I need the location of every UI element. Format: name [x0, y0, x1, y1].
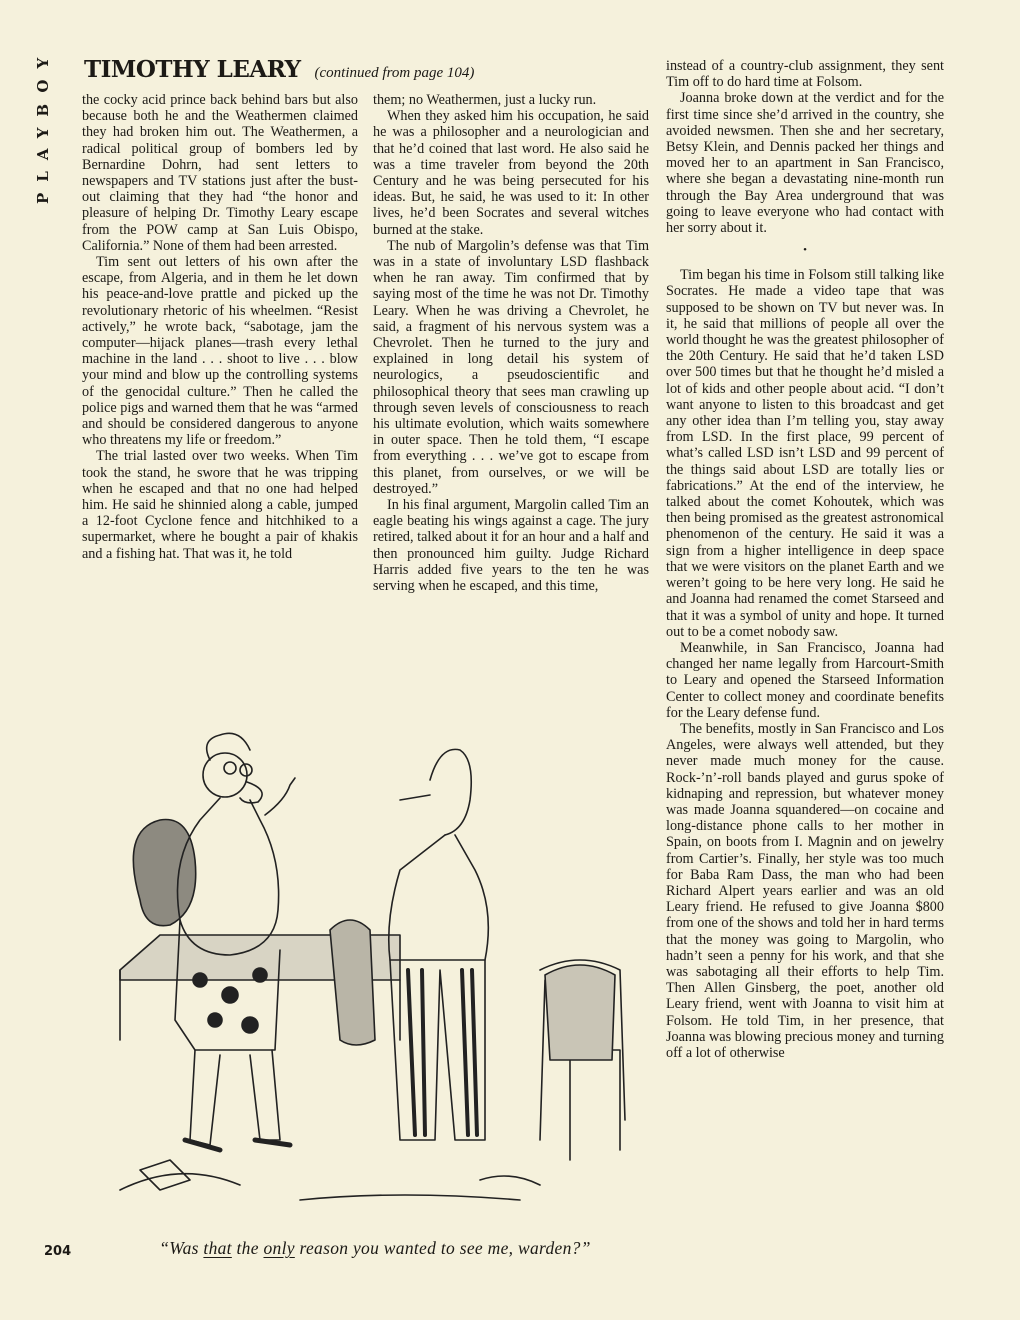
- right-inmate-figure: [389, 749, 489, 1140]
- section-break: •: [803, 244, 807, 257]
- paragraph: Meanwhile, in San Francisco, Joanna had changed her name legally from Harcourt-Smith to Leary and opened the Starseed Information Center to collect money and coordinate benefits for the Leary defense fund.: [666, 639, 944, 721]
- cartoon-caption: [90, 1238, 660, 1259]
- magazine-name: PLAYBOY: [34, 46, 52, 204]
- cartoon-illustration: [100, 720, 650, 1230]
- paragraph: The trial lasted over two weeks. When Tim took the stand, he swore that he was tripping when he escaped and that no one had helped him. He said he shinnied along a cable, jumped a 12-foot Cyclone fence and hitchhiked to a supermarket, where he bought a pair of khakis and a fishing hat. That was it, he told: [82, 448, 358, 562]
- paragraph: them; no Weathermen, just a lucky run.: [373, 92, 597, 108]
- paragraph: In his final argument, Margolin called Tim an eagle beating his wings against a cage. The jury retired, talked about it for an hour and a half and then pronounced him guilty. Judge Richard Harris added five years to the ten he was serving when he escaped, and this time,: [373, 497, 649, 595]
- paragraph: Tim began his time in Folsom still talking like Socrates. He made a video tape that was supposed to be shown on TV but never was. In it, he said that millions of people all over the world thought he was the greatest philosopher of the 20th Century. He said that he’d taken LSD over 500 times but that he thought he’d misled a lot of kids and other people about acid. “I don’t want anyone to listen to this broadcast and get any other idea than I’m telling you, stay away from LSD. In the first place, 99 percent of what’s called LSD isn’t LSD and 99 percent of the things said about LSD are totally lies or fabrications.” At the end of the interview, he talked about the comet Kohoutek, which was then being promised as the greatest astronomical phenomenon of the century. He said it was a sign from a higher intelligence in deep space that we were visitors on the planet Earth and we weren’t going to be here very long. He said he and Joanna had renamed the comet Starseed and that it was a symbol of unity and hope. It turned out to be a comet nobody saw.: [666, 267, 944, 640]
- page-number: 204: [44, 1244, 72, 1259]
- caption-text: reason you wanted to see me, warden?”: [294, 1238, 591, 1258]
- text-column-1: [82, 92, 358, 692]
- paragraph: instead of a country-club assignment, they sent Tim off to do hard time at Folsom.: [666, 58, 944, 91]
- paragraph: the cocky acid prince back behind bars but also because both he and the Weathermen claimed they had broken him out. The Weathermen, a radical political group of bombers led by Bernardine Dohrn, had sent letters to newspapers and TV stations just after the bust-out claiming that they had “the honor and pleasure of helping Dr. Timothy Leary escape from the POW camp at San Luis Obispo, California.” None of them had been arrested.: [82, 92, 358, 254]
- caption-emphasis: only: [263, 1238, 295, 1258]
- caption-emphasis: that: [203, 1238, 232, 1258]
- continued-from-note: (continued from page 104): [314, 65, 475, 81]
- paragraph: Tim sent out letters of his own after the escape, from Algeria, and in them he let down his peace-and-love prattle and picked up the revolutionary rhetoric of his wheelmen. “Resist actively,” he wrote back, “sabotage, jam the computer—hijack planes—trash every lethal machine in the land . . . shoot to live . . . blow your mind and blow up the controlling systems of the genocidal culture.” Then he called the police pigs and warned them that he was “armed and should be considered dangerous to anyone who threatens my life or freedom.”: [82, 254, 358, 449]
- text-column-2: [373, 92, 649, 692]
- paragraph: The benefits, mostly in San Francisco and Los Angeles, were always well attended, but they never made much money for the cause. Rock-’n’-roll bands played and gurus spoke of kidnaping and repression, but whatever money was made Joanna squandered—on cocaine and long-distance phone calls to her mother in Spain, on boots from I. Magnin and on jewelry from Cartier’s. Finally, her style was too much for Baba Ram Dass, the man who had been Richard Alpert years earlier and was an old Leary friend. He refused to give Joanna $800 from one of the shows and told her in hard terms that the money was going to Margolin, who hadn’t seen a penny for his work, and that she was sabotaging all their efforts to help Tim. Then Allen Ginsberg, the poet, another old Leary friend, went with Joanna to visit him at Folsom. He told Tim, in her presence, that Joanna was blowing precious money and turning off a lot of otherwise: [666, 720, 944, 1061]
- paragraph: When they asked him his occupation, he said he was a philosopher and a neurologician and that he’d coined that last word. He also said he was a time traveler from beyond the 20th Century and he was being persecuted for his ideas. But, he said, he was used to it: In other lives, he’d been Socrates and several witches burned at the stake.: [373, 108, 649, 238]
- paragraph: Joanna broke down at the verdict and for the first time since she’d arrived in the country, she avoided newsmen. Then she and her secretary, Betsy Klein, and Dennis packed her things and moved her to an apartment in San Francisco, where she began a devastating nine-month run through the Bay Area underground that was going to leave everyone who had contact with her sorry about it.: [666, 90, 944, 237]
- text-column-3: [666, 58, 944, 1268]
- paragraph: The nub of Margolin’s defense was that Tim was in a state of involuntary LSD flashback when he ran away. Tim confirmed that by saying most of the time he was not Dr. Timothy Leary. When he was driving a Chevrolet, he said, a fragment of his nervous system was a Chevrolet. Then he turned to the jury and explained in long detail his system of neurologics, a pseudoscientific and philosophical theory that sees man crawling up through seven levels of consciousness to reach his ultimate evolution, which waits somewhere in outer space. Then he told them, “I escape from everything . . . we’ve got to escape from this planet, from ourselves, or we will be destroyed.”: [373, 237, 649, 497]
- article-header: [84, 56, 474, 83]
- caption-text: “Was: [159, 1238, 204, 1258]
- caption-text: the: [231, 1238, 264, 1258]
- article-title: TIMOTHY LEARY: [84, 56, 301, 83]
